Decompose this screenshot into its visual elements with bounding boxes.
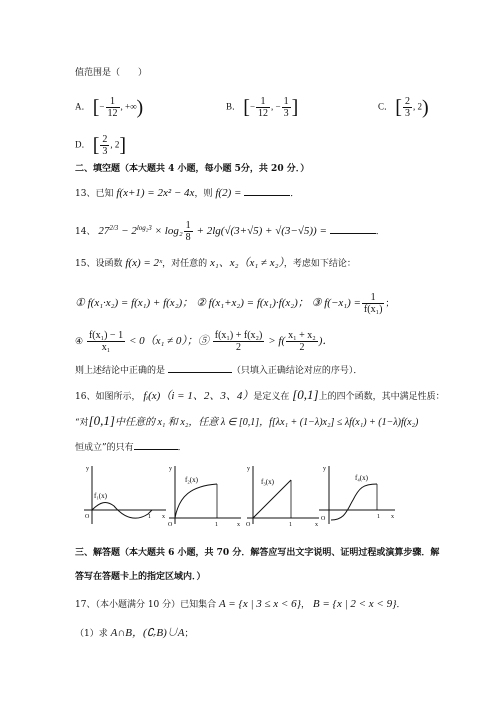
f3-label: f₃(x): [261, 478, 274, 486]
f2-label: f₂(x): [185, 476, 198, 484]
option-a-label: A．: [75, 101, 91, 112]
option-c-rest: , 2: [412, 101, 422, 112]
q15-c5-end: )．: [318, 335, 334, 347]
q16-text3: 上的四个函数，其中满足性质：: [318, 392, 445, 402]
section3-heading-line2: 答写在答题卡上的指定区域内．）: [75, 572, 206, 582]
bracket: [: [92, 96, 100, 119]
option-a-rest: , +∞: [120, 101, 137, 112]
q16-line3b: ．: [177, 443, 187, 453]
q16-line2a: “对: [75, 418, 89, 428]
q14-eq: ) =: [313, 225, 327, 237]
q14-exp2: log₂3: [136, 224, 152, 232]
q14-log: × log₂: [154, 225, 183, 237]
origin-label: O: [246, 522, 251, 528]
section2-heading: 二、填空题（本大题共 4 小题，每小题 5分，共 20 分．）: [75, 164, 310, 174]
bracket: [: [243, 96, 250, 119]
q15-text3: ，考虑如下结论：: [283, 259, 356, 269]
q16-line2b: [0,1]: [88, 413, 115, 428]
one-label: 1: [289, 522, 292, 528]
origin-label: O: [321, 516, 326, 522]
bracket: ]: [291, 96, 299, 119]
fraction: $\frac{\text{f(x₁) − 1}}{\text{x₁}}$: [88, 330, 124, 353]
q15-c4-tail: < 0（x₁ ≠ 0）；⑤: [128, 335, 209, 347]
bracket: [: [395, 96, 402, 119]
q12-option-c: [378, 96, 429, 119]
bracket: ]: [119, 134, 127, 157]
fraction: $\frac{1}{3}$: [283, 96, 289, 119]
q16-fi: fᵢ(x)（i = 1、2、3、4）: [143, 390, 254, 402]
q15-conclusions-2: [75, 330, 333, 353]
option-b-label: B．: [226, 101, 242, 112]
x-label: x: [237, 522, 240, 528]
x-label: x: [162, 514, 165, 520]
q17-end: ．: [396, 600, 406, 610]
bracket: [: [92, 134, 100, 157]
graph-f2: [165, 462, 245, 532]
question-number: 13、: [75, 189, 96, 199]
option-c-label: C．: [378, 101, 394, 112]
option-d-label: D．: [75, 139, 91, 150]
q15-c1: ① f(x₁·x₂) = f(x₁) + f(x₂)；: [75, 297, 194, 309]
q16-line1: [75, 388, 445, 404]
q15-intro: [75, 256, 356, 271]
fraction: $\frac{\text{f(x₁) + f(x₂)}}{2}$: [214, 330, 263, 353]
q14-radicals: √(3+√5) + √(3−√5): [224, 225, 314, 237]
fraction: $\frac{1}{\text{f(x₁)}}$: [363, 292, 383, 315]
fraction: $\frac{1}{12}$: [258, 96, 269, 119]
q17-text1: （本小题满分 10 分）已知集合: [95, 600, 217, 610]
fraction: $\frac{2}{3}$: [404, 96, 410, 119]
f4-curve: [331, 484, 377, 520]
origin-label: O: [168, 522, 173, 528]
q15-ask-text: 则上述结论中正确的是: [75, 366, 166, 376]
q16-text1: 如图所示，: [95, 392, 141, 402]
paren: ): [421, 96, 429, 119]
q15-c3-end: ；: [385, 299, 395, 309]
q13-text: 已知: [95, 189, 114, 199]
q12-tail: 值范围是（ ）: [75, 68, 148, 78]
q13-expr2: f(2) =: [215, 187, 242, 199]
x-label: x: [315, 522, 318, 528]
q16-line2c: 中任意的 x₁ 和 x₂，任意 λ ∈ [0,1]，f[λx₁ + (1−λ)x₂] ≤ λf(x₁) + (1−λ)f(x₂): [114, 417, 419, 428]
q17-setB: B = {x | 2 < x < 9}: [312, 598, 397, 610]
q14-base: 27: [98, 225, 110, 237]
q13-text2: ，则: [194, 189, 213, 199]
q15-c3: ③ f(−x₁) =: [311, 297, 361, 309]
q14: [75, 220, 385, 243]
q17-sep: ，: [301, 600, 311, 610]
q14-lg: + 2lg(: [196, 225, 225, 237]
q16-line3: [75, 440, 187, 455]
answer-blank: [168, 363, 232, 373]
q17-sub1: [75, 626, 193, 641]
q12-option-d: [75, 134, 126, 157]
question-number: 14、: [75, 227, 96, 237]
fraction: $\frac{1}{12}$: [107, 96, 118, 119]
q15-c2: ② f(x₁+x₂) = f(x₁)·f(x₂)；: [196, 297, 309, 309]
paren: ): [136, 96, 144, 119]
q16-text2: 是定义在: [253, 392, 290, 402]
q17: [75, 597, 406, 612]
q17-setA: A = {x | 3 ≤ x < 6}: [219, 598, 302, 610]
section3-heading-line1: 三、解答题（本大题共 6 小题，共 70 分．解答应写出文字说明、证明过程或演算步骤．解: [75, 548, 440, 558]
option-d-rest: , 2: [110, 139, 120, 150]
q15-c4-pre: ④: [75, 337, 84, 347]
q12-option-b: B． [− $\frac{1}{12}$ , − $\frac{1}{3}$ ]: [226, 96, 299, 119]
y-label: y: [247, 466, 250, 472]
question-number: 17、: [75, 600, 96, 610]
q15-text2: ，对任意的: [162, 259, 208, 269]
q13-end: ．: [290, 189, 300, 199]
q15-text1: 设函数: [95, 259, 123, 269]
y-label: y: [86, 466, 89, 472]
q16-interval: [0,1]: [292, 387, 319, 402]
q15-fx: f(x) = 2ˣ: [125, 257, 163, 269]
f1-label: f₁(x): [94, 492, 107, 500]
q15-ask: [75, 363, 362, 378]
x-label: x: [391, 514, 394, 520]
q14-end: ．: [375, 227, 385, 237]
one-label: 1: [215, 522, 218, 528]
answer-blank: [134, 440, 178, 450]
one-label: 1: [377, 514, 380, 520]
q15-conclusions-1: [75, 292, 394, 315]
f2-curve: [175, 484, 217, 518]
q14-term: − 2: [121, 225, 137, 237]
answer-blank: [330, 224, 376, 234]
fraction: $\frac{1}{8}$: [185, 220, 191, 243]
q15-vars: x₁、x₂（x₁ ≠ x₂）: [210, 257, 284, 269]
q17-sub1-expr: A∩B，(∁ᵣB)∪A: [110, 627, 185, 639]
y-label: y: [169, 466, 172, 472]
answer-blank: [244, 186, 290, 196]
q12-option-a: A． [− $\frac{1}{12}$ , +∞): [75, 96, 144, 119]
q16-line3a: 恒成立”的只有: [75, 443, 134, 453]
q17-sub1-end: ；: [184, 629, 194, 639]
origin-label: O: [85, 514, 90, 520]
q16-line2: [75, 414, 418, 430]
q13: [75, 186, 299, 201]
question-number: 16、: [75, 392, 96, 402]
graph-f3: [243, 462, 323, 532]
fraction: $\frac{2}{3}$: [102, 134, 108, 157]
q15-c5-mid: > f(: [268, 335, 286, 347]
question-number: 15、: [75, 259, 96, 269]
f4-label: f₄(x): [355, 474, 368, 482]
q17-sub1-text: （1）求: [75, 629, 108, 639]
graph-f1: [80, 462, 170, 532]
q14-exp: 2/3: [109, 224, 119, 232]
y-label: y: [323, 466, 326, 472]
graph-f4: [315, 462, 400, 532]
fraction: $\frac{\text{x₁ + x₂}}{2}$: [288, 330, 316, 353]
q15-ask-end: （只填入正确结论对应的序号）．: [231, 366, 363, 376]
one-label: 1: [148, 514, 151, 520]
q13-expr: f(x+1) = 2x² − 4x: [116, 187, 195, 199]
